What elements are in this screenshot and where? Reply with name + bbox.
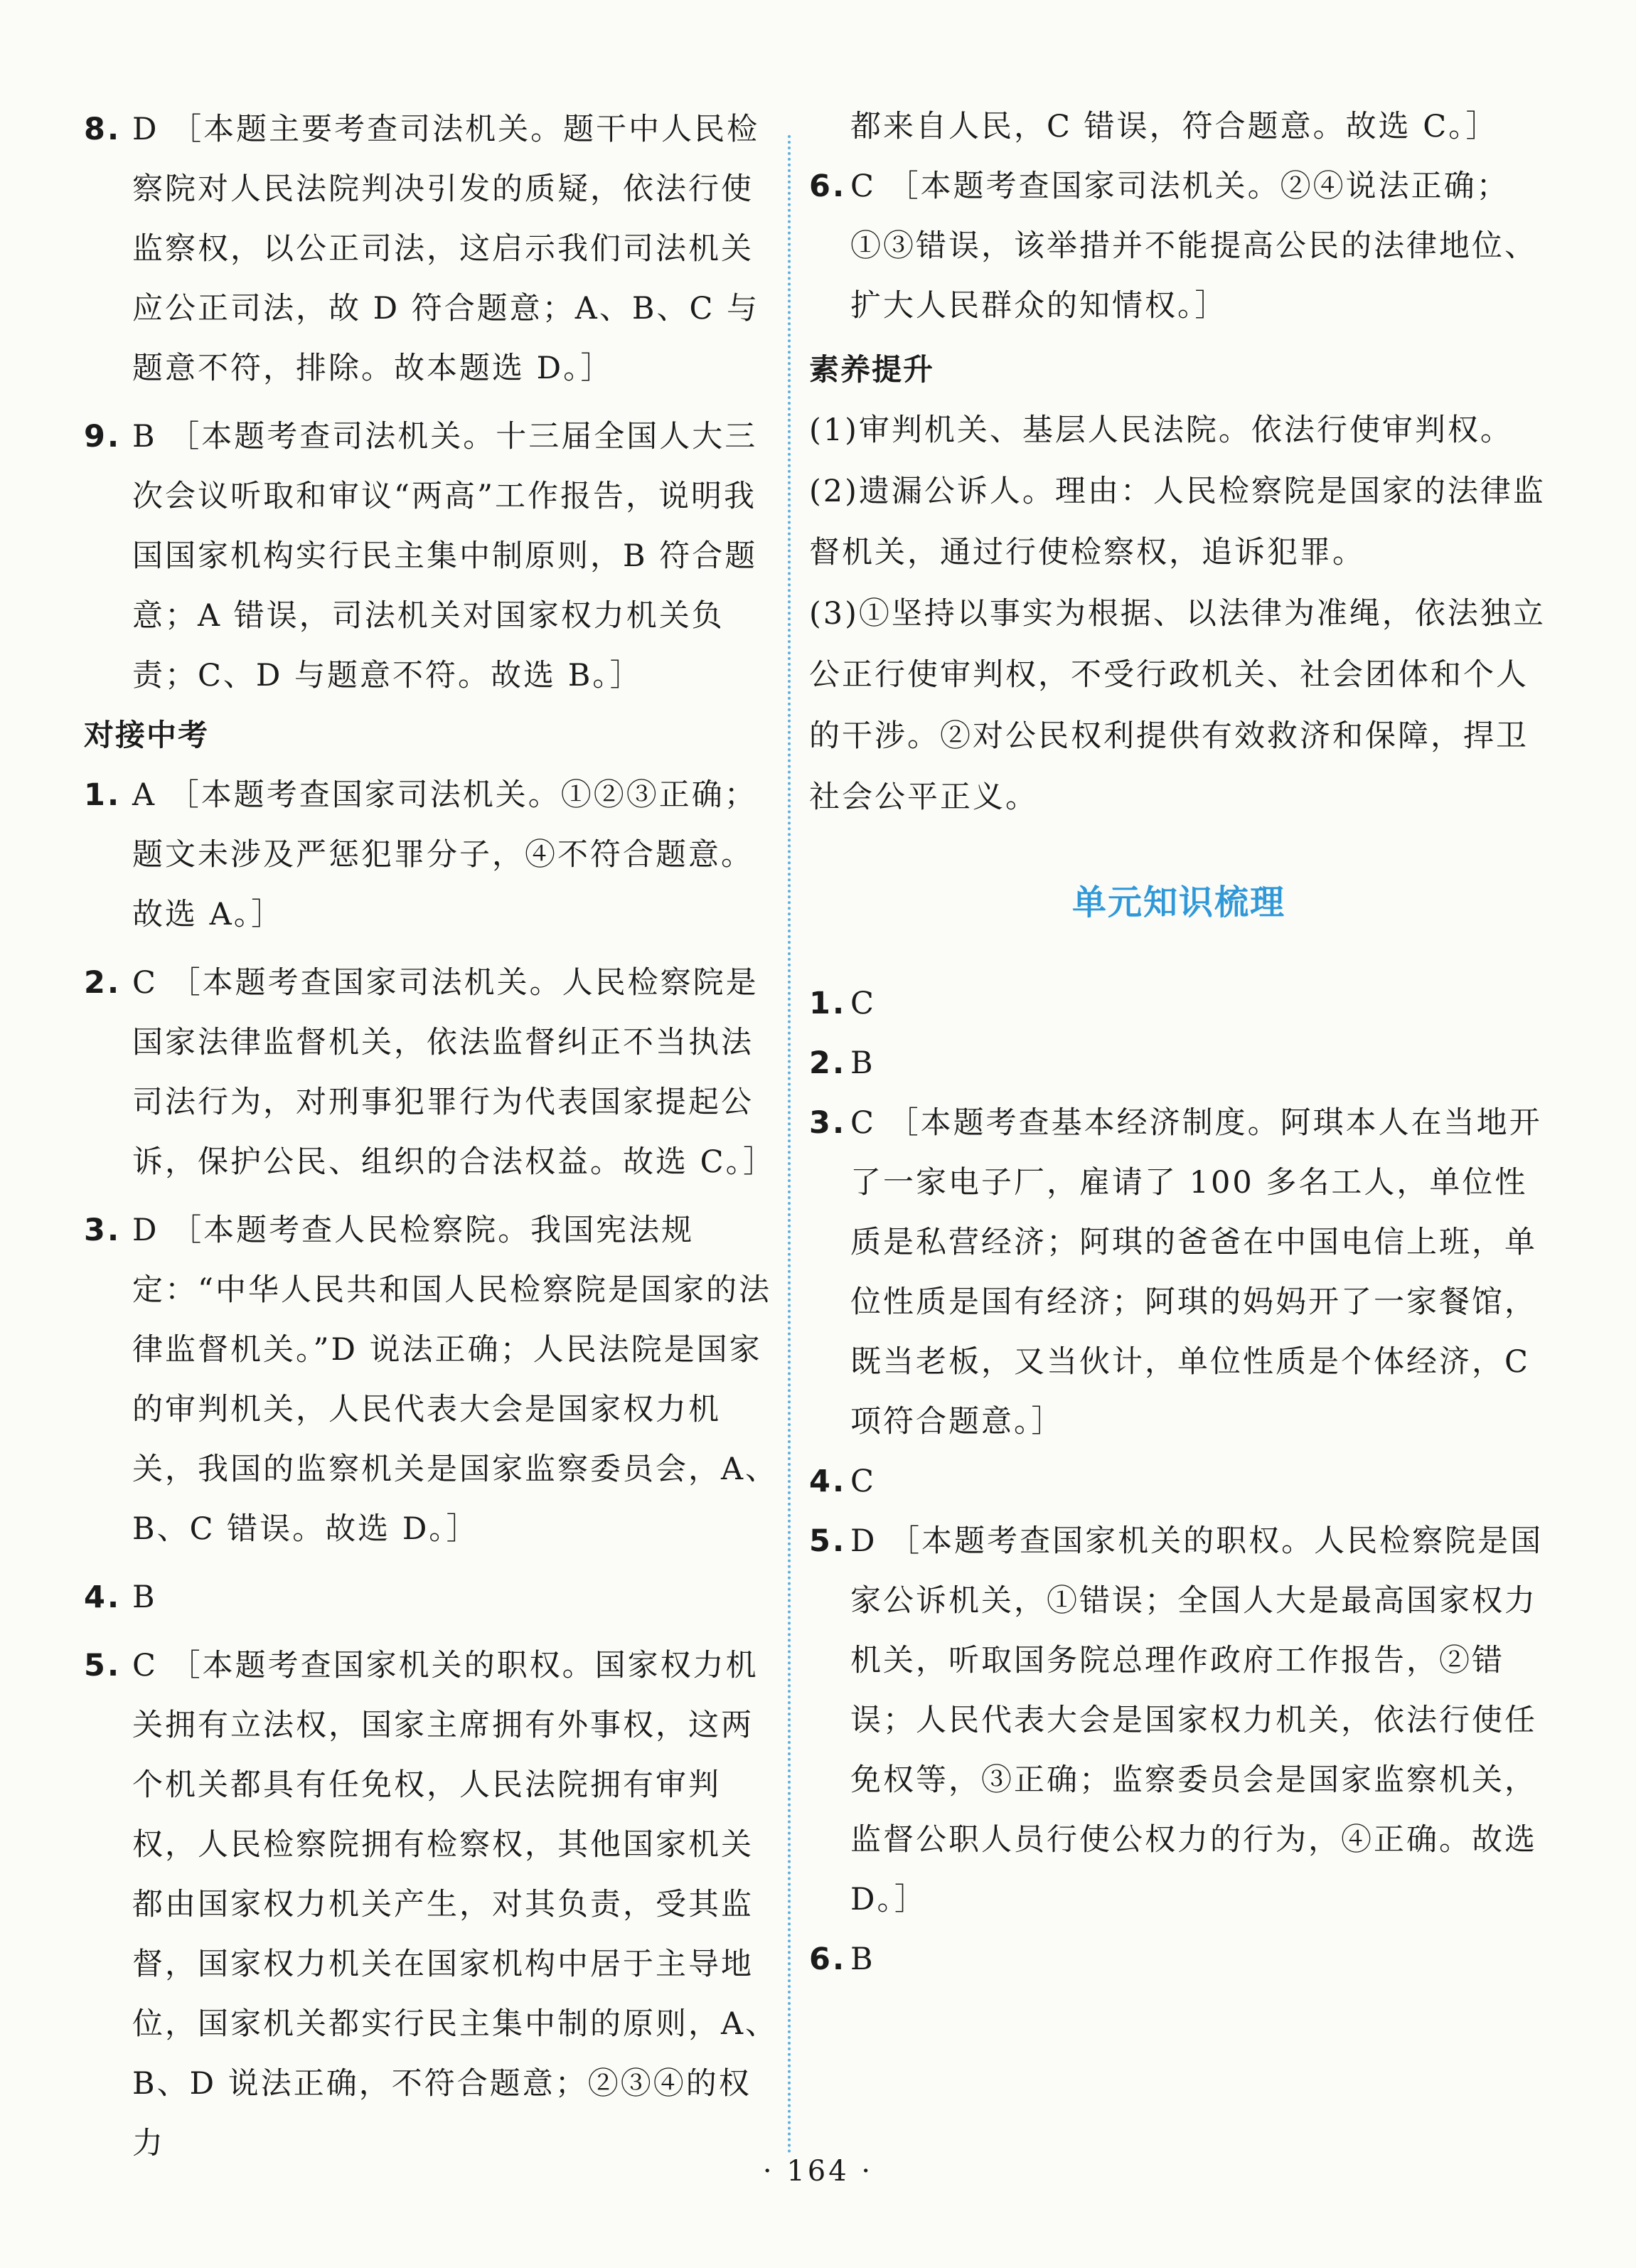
answer-8	[84, 100, 781, 398]
answer-text: B ［本题考查司法机关。十三届全国人大三次会议听取和审议“两高”工作报告，说明我国国家机构实行民主集中制原则，B 符合题意；A 错误，司法机关对国家权力机关负责；C、D 与题意不符。故选 B。］	[132, 419, 758, 693]
answer-number: 8.	[84, 112, 122, 147]
answer-number: 5.	[84, 1648, 122, 1683]
page-number: · 164 ·	[762, 2155, 874, 2188]
answer-text: D ［本题考查国家机关的职权。人民检察院是国家公诉机关，①错误；全国人大是最高国家权力机关，听取国务院总理作政府工作报告，②错误；人民代表大会是国家权力机关，依法行使任免权等，③正确；监察委员会是国家监察机关，监督公职人员行使公权力的行为，④正确。故选 D。］	[850, 1523, 1544, 1917]
list-item	[809, 1452, 1549, 1511]
answer-6	[809, 156, 1549, 336]
answer-text: C ［本题考查国家司法机关。②④说法正确；①③错误，该举措并不能提高公民的法律地位、扩大人民群众的知情权。］	[850, 169, 1537, 324]
list-item	[809, 1929, 1549, 1989]
list-item	[809, 1093, 1549, 1452]
answer-number: 9.	[84, 419, 122, 454]
list-item	[84, 1567, 781, 1627]
answer-number: 2.	[84, 965, 122, 1001]
answer-number: 4.	[809, 1464, 847, 1499]
paragraph: (1)审判机关、基层人民法院。依法行使审判权。	[809, 412, 1513, 448]
paragraph: (3)①坚持以事实为根据、以法律为准绳，依法独立公正行使审判权，不受行政机关、社会团体和个人的干涉。②对公民权利提供有效救济和保障，捍卫社会公平正义。	[809, 596, 1546, 815]
answer-text: C	[850, 1464, 876, 1499]
left-column	[84, 100, 781, 2173]
answer-number: 1.	[84, 777, 122, 813]
list-item	[84, 1200, 781, 1559]
right-column	[809, 97, 1549, 1989]
unit-title: 单元知识梳理	[1071, 883, 1285, 922]
answer-text: B	[132, 1580, 157, 1615]
answer-9	[84, 407, 781, 706]
list-item	[809, 1511, 1549, 1929]
list-item	[809, 1033, 1549, 1093]
answer-number: 1.	[809, 986, 847, 1021]
answer-text: C ［本题考查国家机关的职权。国家权力机关拥有立法权，国家主席拥有外事权，这两个机关都具有任免权，人民法院拥有审判权，人民检察院拥有检察权，其他国家机关都由国家权力机关产生，对其负责，受其监督，国家权力机关在国家机构中居于主导地位，国家机关都实行民主集中制的原则，A、B、D 说法正确，不符合题意；②③④的权力	[132, 1648, 779, 2161]
paragraph: (2)遗漏公诉人。理由：人民检察院是国家的法律监督机关，通过行使检察权，追诉犯罪。	[809, 474, 1546, 570]
column-divider	[788, 135, 791, 2155]
section-heading-su-yang-ti-sheng: 素养提升	[809, 352, 935, 387]
answer-number: 3.	[809, 1105, 847, 1141]
answer-number: 6.	[809, 1942, 847, 1977]
answer-number: 5.	[809, 1523, 847, 1559]
answer-text: D ［本题主要考查司法机关。题干中人民检察院对人民法院判决引发的质疑，依法行使监察权，以公正司法，这启示我们司法机关应公正司法，故 D 符合题意；A、B、C 与题意不符，排除。故本题选 D。］	[132, 112, 760, 386]
list-item	[84, 1636, 781, 2173]
answer-text: D ［本题考查人民检察院。我国宪法规定：“中华人民共和国人民检察院是国家的法律监督机关。”D 说法正确；人民法院是国家的审判机关，人民代表大会是国家权力机关，我国的监察机关是国家监察委员会，A、B、C 错误。故选 D。］	[132, 1213, 779, 1547]
answer-text: B	[850, 1942, 875, 1977]
answer-number: 3.	[84, 1213, 122, 1248]
answer-text: B	[850, 1045, 875, 1081]
section-heading-dui-jie-zhong-kao: 对接中考	[84, 718, 210, 752]
answer-text: A ［本题考查国家司法机关。①②③正确；题文未涉及严惩犯罪分子，④不符合题意。故选 A。］	[132, 777, 757, 932]
list-item	[809, 974, 1549, 1033]
answer-text: C ［本题考查国家司法机关。人民检察院是国家法律监督机关，依法监督纠正不当执法司法行为，对刑事犯罪行为代表国家提起公诉，保护公民、组织的合法权益。故选 C。］	[132, 965, 776, 1180]
list-item	[84, 765, 781, 944]
answer-number: 6.	[809, 169, 847, 204]
answer-text: C ［本题考查基本经济制度。阿琪本人在当地开了一家电子厂，雇请了 100 多名工人，单位性质是私营经济；阿琪的爸爸在中国电信上班，单位性质是国有经济；阿琪的妈妈开了一家餐馆，既当老板，又当伙计，单位性质是个体经济，C 项符合题意。］	[850, 1105, 1542, 1439]
list-item	[84, 953, 781, 1192]
answer-text: C	[850, 986, 876, 1021]
answer-number: 2.	[809, 1045, 847, 1081]
answer-5-continuation: 都来自人民，C 错误，符合题意。故选 C。］	[850, 109, 1499, 144]
answer-number: 4.	[84, 1580, 122, 1615]
